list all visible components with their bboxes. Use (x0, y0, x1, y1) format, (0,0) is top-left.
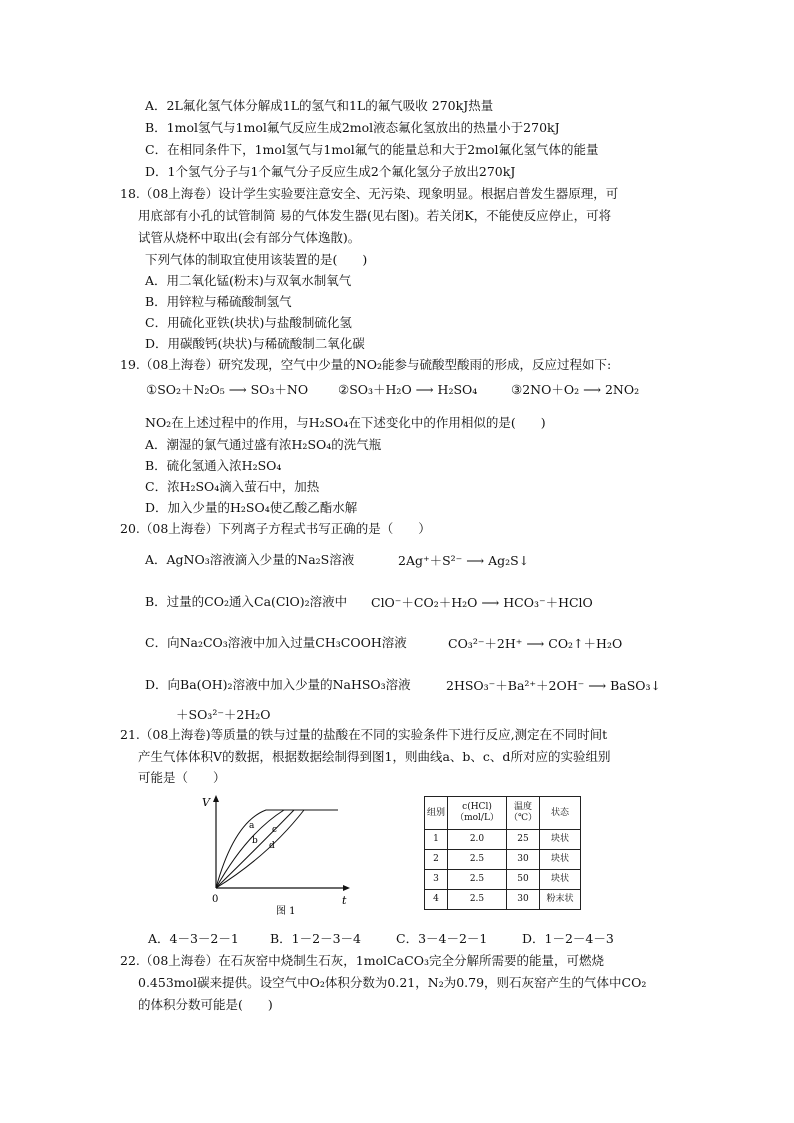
q18-stem-line-3: 试管从烧杯中取出(会有部分气体逸散)。 (138, 230, 361, 245)
origin-label: 0 (212, 894, 219, 905)
q22-stem-line-1: 22.（08上海卷）在石灰窑中烧制生石灰，1molCaCO₃完全分解所需要的能量，可燃烧 (120, 953, 604, 968)
q21-stem-line-1: 21.（08上海卷)等质量的铁与过量的盐酸在不同的实验条件下进行反应,测定在不同时间t (120, 727, 608, 742)
table-cell: 块状 (540, 850, 581, 870)
table-cell: 3 (425, 870, 448, 890)
q21-option-a: A．4－3－2－1 (148, 931, 239, 946)
q20-option-b-equation: ClO⁻＋CO₂＋H₂O ⟶ HCO₃⁻＋HClO (371, 595, 593, 610)
q20-option-c: C．向Na₂CO₃溶液中加入过量CH₃COOH溶液 (145, 635, 407, 650)
curve-c (216, 810, 294, 888)
table-cell: 1 (425, 830, 448, 850)
table-cell: 2.0 (448, 830, 507, 850)
q20-option-d: D．向Ba(OH)₂溶液中加入少量的NaHSO₃溶液 (145, 677, 411, 692)
q18-option-a: A．用二氧化锰(粉末)与双氧水制氧气 (145, 273, 352, 288)
q21-experiment-table (424, 796, 581, 910)
q17-option-d: D．1个氢气分子与1个氟气分子反应生成2个氟化氢分子放出270kJ (145, 164, 516, 179)
curve-label-a: a (249, 821, 255, 831)
table-row (425, 830, 581, 850)
table-cell: 30 (507, 850, 540, 870)
q19-reaction-2: ②SO₃＋H₂O ⟶ H₂SO₄ (338, 382, 478, 397)
table-cell: 2.5 (448, 850, 507, 870)
q21-stem-line-3: 可能是（ ） (138, 770, 226, 785)
table-header-row (425, 797, 581, 830)
q20-option-a: A．AgNO₃溶液滴入少量的Na₂S溶液 (145, 552, 355, 567)
table-row (425, 870, 581, 890)
table-cell: 2.5 (448, 870, 507, 890)
table-row (425, 850, 581, 870)
table-cell: 30 (507, 890, 540, 910)
y-axis-label: V (202, 796, 210, 809)
q17-option-a: A．2L氟化氢气体分解成1L的氢气和1L的氟气吸收 270kJ热量 (145, 98, 494, 113)
q19-reaction-3: ③2NO＋O₂ ⟶ 2NO₂ (511, 382, 640, 397)
q17-option-c: C．在相同条件下，1mol氢气与1mol氟气的能量总和大于2mol氟化氢气体的能量 (145, 142, 599, 157)
q21-figure-1-graph (196, 792, 356, 920)
q18-option-b: B．用锌粒与稀硫酸制氢气 (145, 294, 292, 309)
table-header-temperature: 温度（℃） (507, 797, 540, 830)
q19-option-d: D．加入少量的H₂SO₄使乙酸乙酯水解 (145, 500, 358, 515)
table-header-group: 组别 (425, 797, 448, 830)
table-row (425, 890, 581, 910)
curve-label-d: d (269, 841, 275, 851)
table-cell: 4 (425, 890, 448, 910)
q21-stem-line-2: 产生气体体积V的数据，根据数据绘制得到图1，则曲线a、b、c、d所对应的实验组别 (138, 749, 611, 764)
q19-stem: 19.（08上海卷）研究发现，空气中少量的NO₂能参与硫酸型酸雨的形成，反应过程如下: (120, 357, 612, 372)
curve-d (216, 810, 304, 888)
table-cell: 块状 (540, 830, 581, 850)
table-cell: 25 (507, 830, 540, 850)
q20-option-d-equation: 2HSO₃⁻＋Ba²⁺＋2OH⁻ ⟶ BaSO₃↓ (446, 678, 662, 693)
q19-option-c: C．浓H₂SO₄滴入萤石中，加热 (145, 479, 320, 494)
table-header-concentration: c(HCl)（mol/L） (448, 797, 507, 830)
table-cell: 50 (507, 870, 540, 890)
q20-option-b: B．过量的CO₂通入Ca(ClO)₂溶液中 (145, 594, 348, 609)
q20-option-d-continuation: ＋SO₃²⁻＋2H₂O (176, 707, 271, 722)
q20-option-c-equation: CO₃²⁻＋2H⁺ ⟶ CO₂↑＋H₂O (448, 636, 623, 651)
q18-question: 下列气体的制取宜使用该装置的是( ) (145, 252, 368, 267)
table-header-state: 状态 (540, 797, 581, 830)
q21-option-b: B．1－2－3－4 (270, 931, 361, 946)
curve-label-c: c (272, 825, 278, 835)
table-cell: 粉末状 (540, 890, 581, 910)
x-axis-arrow (343, 885, 350, 891)
q19-question: NO₂在上述过程中的作用，与H₂SO₄在下述变化中的作用相似的是( ) (145, 415, 546, 430)
figure-caption: 图 1 (276, 906, 296, 917)
q20-stem: 20.（08上海卷）下列离子方程式书写正确的是（ ） (120, 521, 431, 536)
q21-option-c: C．3－4－2－1 (396, 931, 488, 946)
curve-label-b: b (252, 836, 258, 846)
q18-stem-line-1: 18.（08上海卷）设计学生实验要注意安全、无污染、现象明显。根据启普发生器原理，可 (120, 186, 619, 201)
y-axis-arrow (213, 795, 219, 802)
q19-reaction-1: ①SO₂＋N₂O₅ ⟶ SO₃＋NO (146, 382, 309, 397)
q18-option-c: C．用硫化亚铁(块状)与盐酸制硫化氢 (145, 315, 352, 330)
table-cell: 块状 (540, 870, 581, 890)
q20-option-a-equation: 2Ag⁺＋S²⁻ ⟶ Ag₂S↓ (398, 553, 530, 568)
q22-stem-line-2: 0.453mol碳来提供。设空气中O₂体积分数为0.21，N₂为0.79，则石灰窑产生的气体中CO₂ (138, 975, 647, 990)
table-cell: 2 (425, 850, 448, 870)
q19-option-b: B．硫化氢通入浓H₂SO₄ (145, 458, 282, 473)
q18-stem-line-2: 用底部有小孔的试管制简 易的气体发生器(见右图)。若关闭K，不能使反应停止，可将 (138, 208, 612, 223)
q18-option-d: D．用碳酸钙(块状)与稀硫酸制二氧化碳 (145, 336, 365, 351)
q19-option-a: A．潮湿的氯气通过盛有浓H₂SO₄的洗气瓶 (145, 437, 382, 452)
q22-stem-line-3: 的体积分数可能是( ) (138, 997, 273, 1012)
table-cell: 2.5 (448, 890, 507, 910)
q17-option-b: B．1mol氢气与1mol氟气反应生成2mol液态氟化氢放出的热量小于270kJ (145, 120, 560, 135)
q21-option-d: D．1－2－4－3 (522, 931, 614, 946)
x-axis-label: t (342, 894, 347, 907)
